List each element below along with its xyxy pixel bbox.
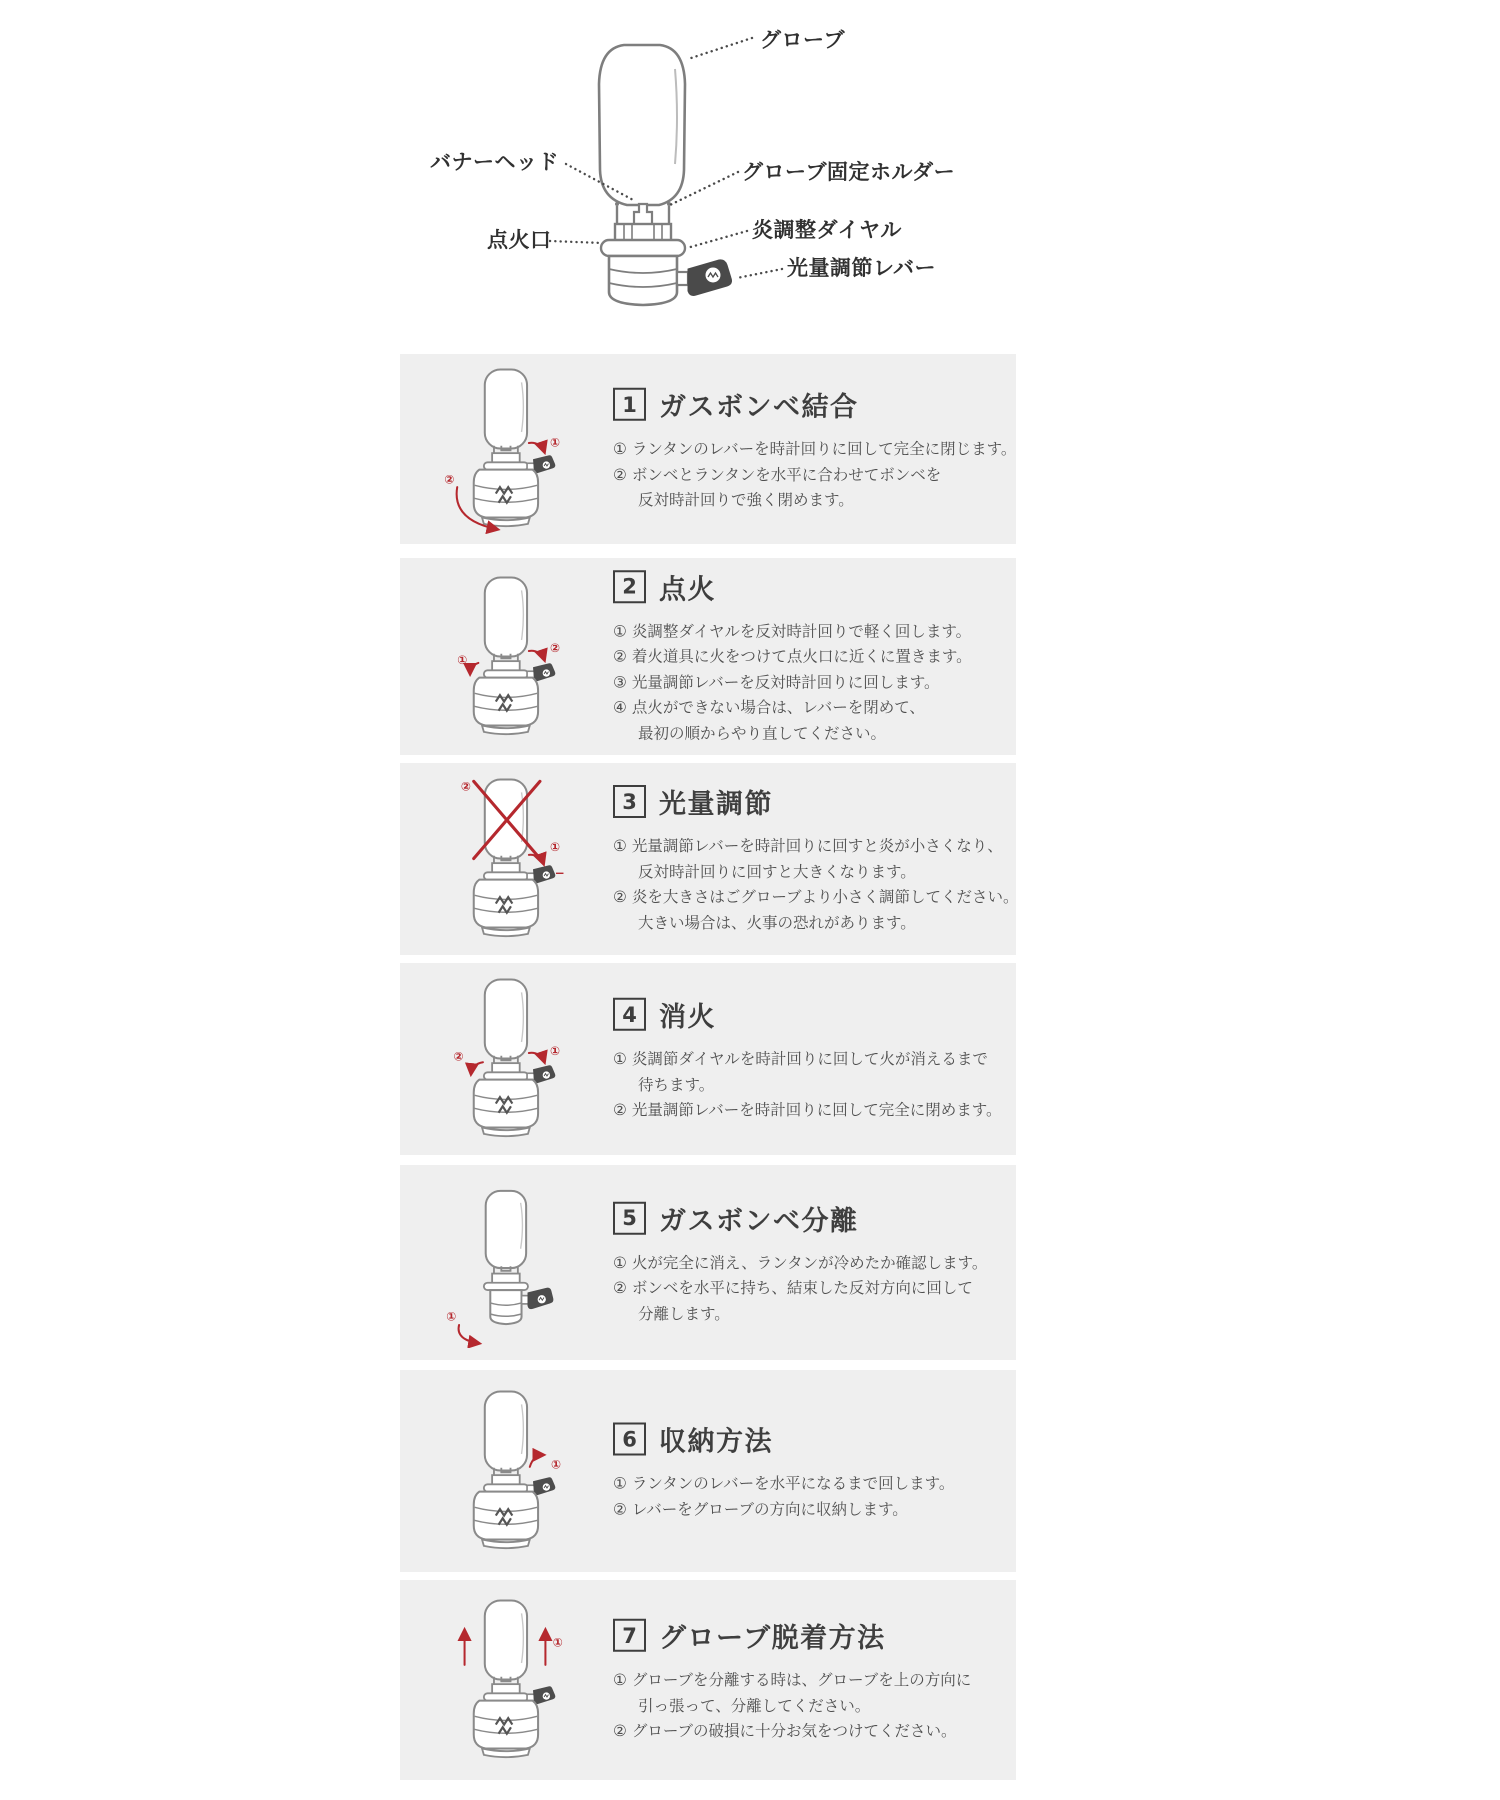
section-number: 2: [613, 570, 646, 603]
instruction-line: ① ランタンのレバーを水平になるまで回します。: [613, 1474, 955, 1493]
lantern-icon: [437, 774, 575, 944]
section-5-text: [613, 1198, 1011, 1327]
section-1-gas-connect: [400, 354, 1016, 544]
instruction-line: ④ 点火ができない場合は、レバーを閉めて、: [613, 698, 925, 717]
instruction-line: 大きい場合は、火事の恐れがあります。: [638, 913, 916, 932]
lantern-icon: [437, 364, 575, 534]
label-burner-head: バナーヘッド: [430, 150, 559, 174]
step-mark: ②: [550, 640, 561, 655]
lantern-icon: [437, 1386, 575, 1556]
section-title: ガスボンベ結合: [659, 391, 859, 423]
section-title: 光量調節: [659, 789, 773, 820]
instruction-line: 分離します。: [638, 1304, 730, 1323]
lantern-parts-diagram: [0, 0, 1500, 320]
lantern-head-icon: [437, 1178, 575, 1348]
lantern-icon: [437, 1595, 575, 1765]
step-mark: ①: [550, 840, 561, 855]
step-mark: ②: [453, 1049, 464, 1064]
section-7-globe-removal: [400, 1580, 1016, 1780]
instruction-line: ① 光量調節レバーを時計回りに回すと炎が小さくなり、: [613, 837, 1003, 855]
section-number: 5: [613, 1201, 646, 1234]
section-title: グローブ脱着方法: [659, 1622, 886, 1654]
instruction-line: ③ 光量調節レバーを反対時計回りに回します。: [613, 672, 940, 691]
section-number: 4: [613, 998, 646, 1031]
section-2-text: [613, 567, 1011, 747]
section-4-illustration: [400, 963, 612, 1155]
instruction-line: ① 火が完全に消え、ランタンが冷めたか確認します。: [613, 1253, 988, 1272]
section-7-illustration: [400, 1580, 612, 1780]
instruction-line: ① 炎調節ダイヤルを時計回りに回して火が消えるまで: [613, 1049, 988, 1068]
step-mark: ①: [446, 1308, 457, 1323]
lantern-icon: [437, 974, 575, 1144]
section-number: 7: [613, 1619, 646, 1652]
instruction-line: ① ランタンのレバーを時計回りに回して完全に閉じます。: [613, 439, 1017, 458]
section-title: ガスボンベ分離: [659, 1205, 859, 1237]
instruction-line: ① 炎調整ダイヤルを反対時計回りで軽く回します。: [613, 621, 972, 640]
instruction-line: 待ちます。: [638, 1075, 715, 1094]
lantern-icon: [437, 572, 575, 742]
section-1-text: [613, 385, 1017, 514]
label-globe-holder: グローブ固定ホルダー: [742, 160, 956, 184]
section-5-illustration: [400, 1165, 612, 1360]
section-3-light-adjust: [400, 763, 1019, 955]
section-6-illustration: [400, 1370, 612, 1572]
section-7-text: [613, 1616, 1011, 1745]
step-mark: ①: [550, 1043, 561, 1058]
section-5-gas-disconnect: [400, 1165, 1016, 1360]
step-mark: ②: [444, 472, 455, 487]
label-ignition-port: 点火口: [487, 228, 552, 252]
section-6-storage: [400, 1370, 1016, 1572]
instruction-line: ② ボンベを水平に持ち、結束した反対方向に回して: [613, 1278, 973, 1297]
step-mark: ①: [457, 652, 468, 667]
step-mark: ①: [552, 1635, 563, 1650]
section-3-illustration: [400, 763, 612, 955]
instruction-line: ① グローブを分離する時は、グローブを上の方向に: [613, 1670, 972, 1689]
step-mark: ②: [460, 779, 472, 794]
section-4-text: [613, 995, 1011, 1124]
section-3-text: [613, 782, 1019, 936]
section-number: 1: [613, 388, 646, 421]
instruction-line: ② 光量調節レバーを時計回りに回して完全に閉めます。: [613, 1100, 1002, 1119]
section-number: 6: [613, 1423, 646, 1456]
instruction-line: 反対時計回りに回すと大きくなります。: [638, 862, 916, 881]
section-1-illustration: [400, 354, 612, 544]
instruction-line: ② ボンベとランタンを水平に合わせてボンベを: [613, 465, 942, 484]
instruction-line: ② 炎を大きさはごグローブより小さく調節してください。: [613, 888, 1019, 906]
section-2-illustration: [400, 558, 612, 755]
instruction-line: ② グローブの破損に十分お気をつけてください。: [613, 1721, 957, 1740]
section-6-text: [613, 1420, 1011, 1523]
section-title: 収納方法: [659, 1426, 773, 1458]
section-title: 点火: [659, 573, 716, 605]
instruction-line: ② レバーをグローブの方向に収納します。: [613, 1500, 908, 1518]
section-2-ignition: [400, 558, 1016, 755]
step-mark: ①: [550, 435, 561, 450]
section-title: 消火: [659, 1001, 716, 1033]
minus-mark: −: [554, 865, 565, 880]
globe-outline: [599, 45, 685, 205]
instruction-line: 最初の順からやり直してください。: [638, 723, 887, 742]
label-globe: グローブ: [760, 28, 845, 52]
label-light-lever: 光量調節レバー: [787, 256, 937, 280]
instruction-line: 引っ張って、分離してください。: [638, 1696, 871, 1715]
instruction-line: ② 着火道具に火をつけて点火口に近くに置きます。: [613, 647, 972, 666]
instruction-line: 反対時計回りで強く閉めます。: [638, 490, 854, 509]
section-4-extinguish: [400, 963, 1016, 1155]
section-number: 3: [613, 785, 646, 818]
step-mark: ①: [551, 1457, 562, 1472]
label-flame-dial: 炎調整ダイヤル: [752, 218, 902, 242]
